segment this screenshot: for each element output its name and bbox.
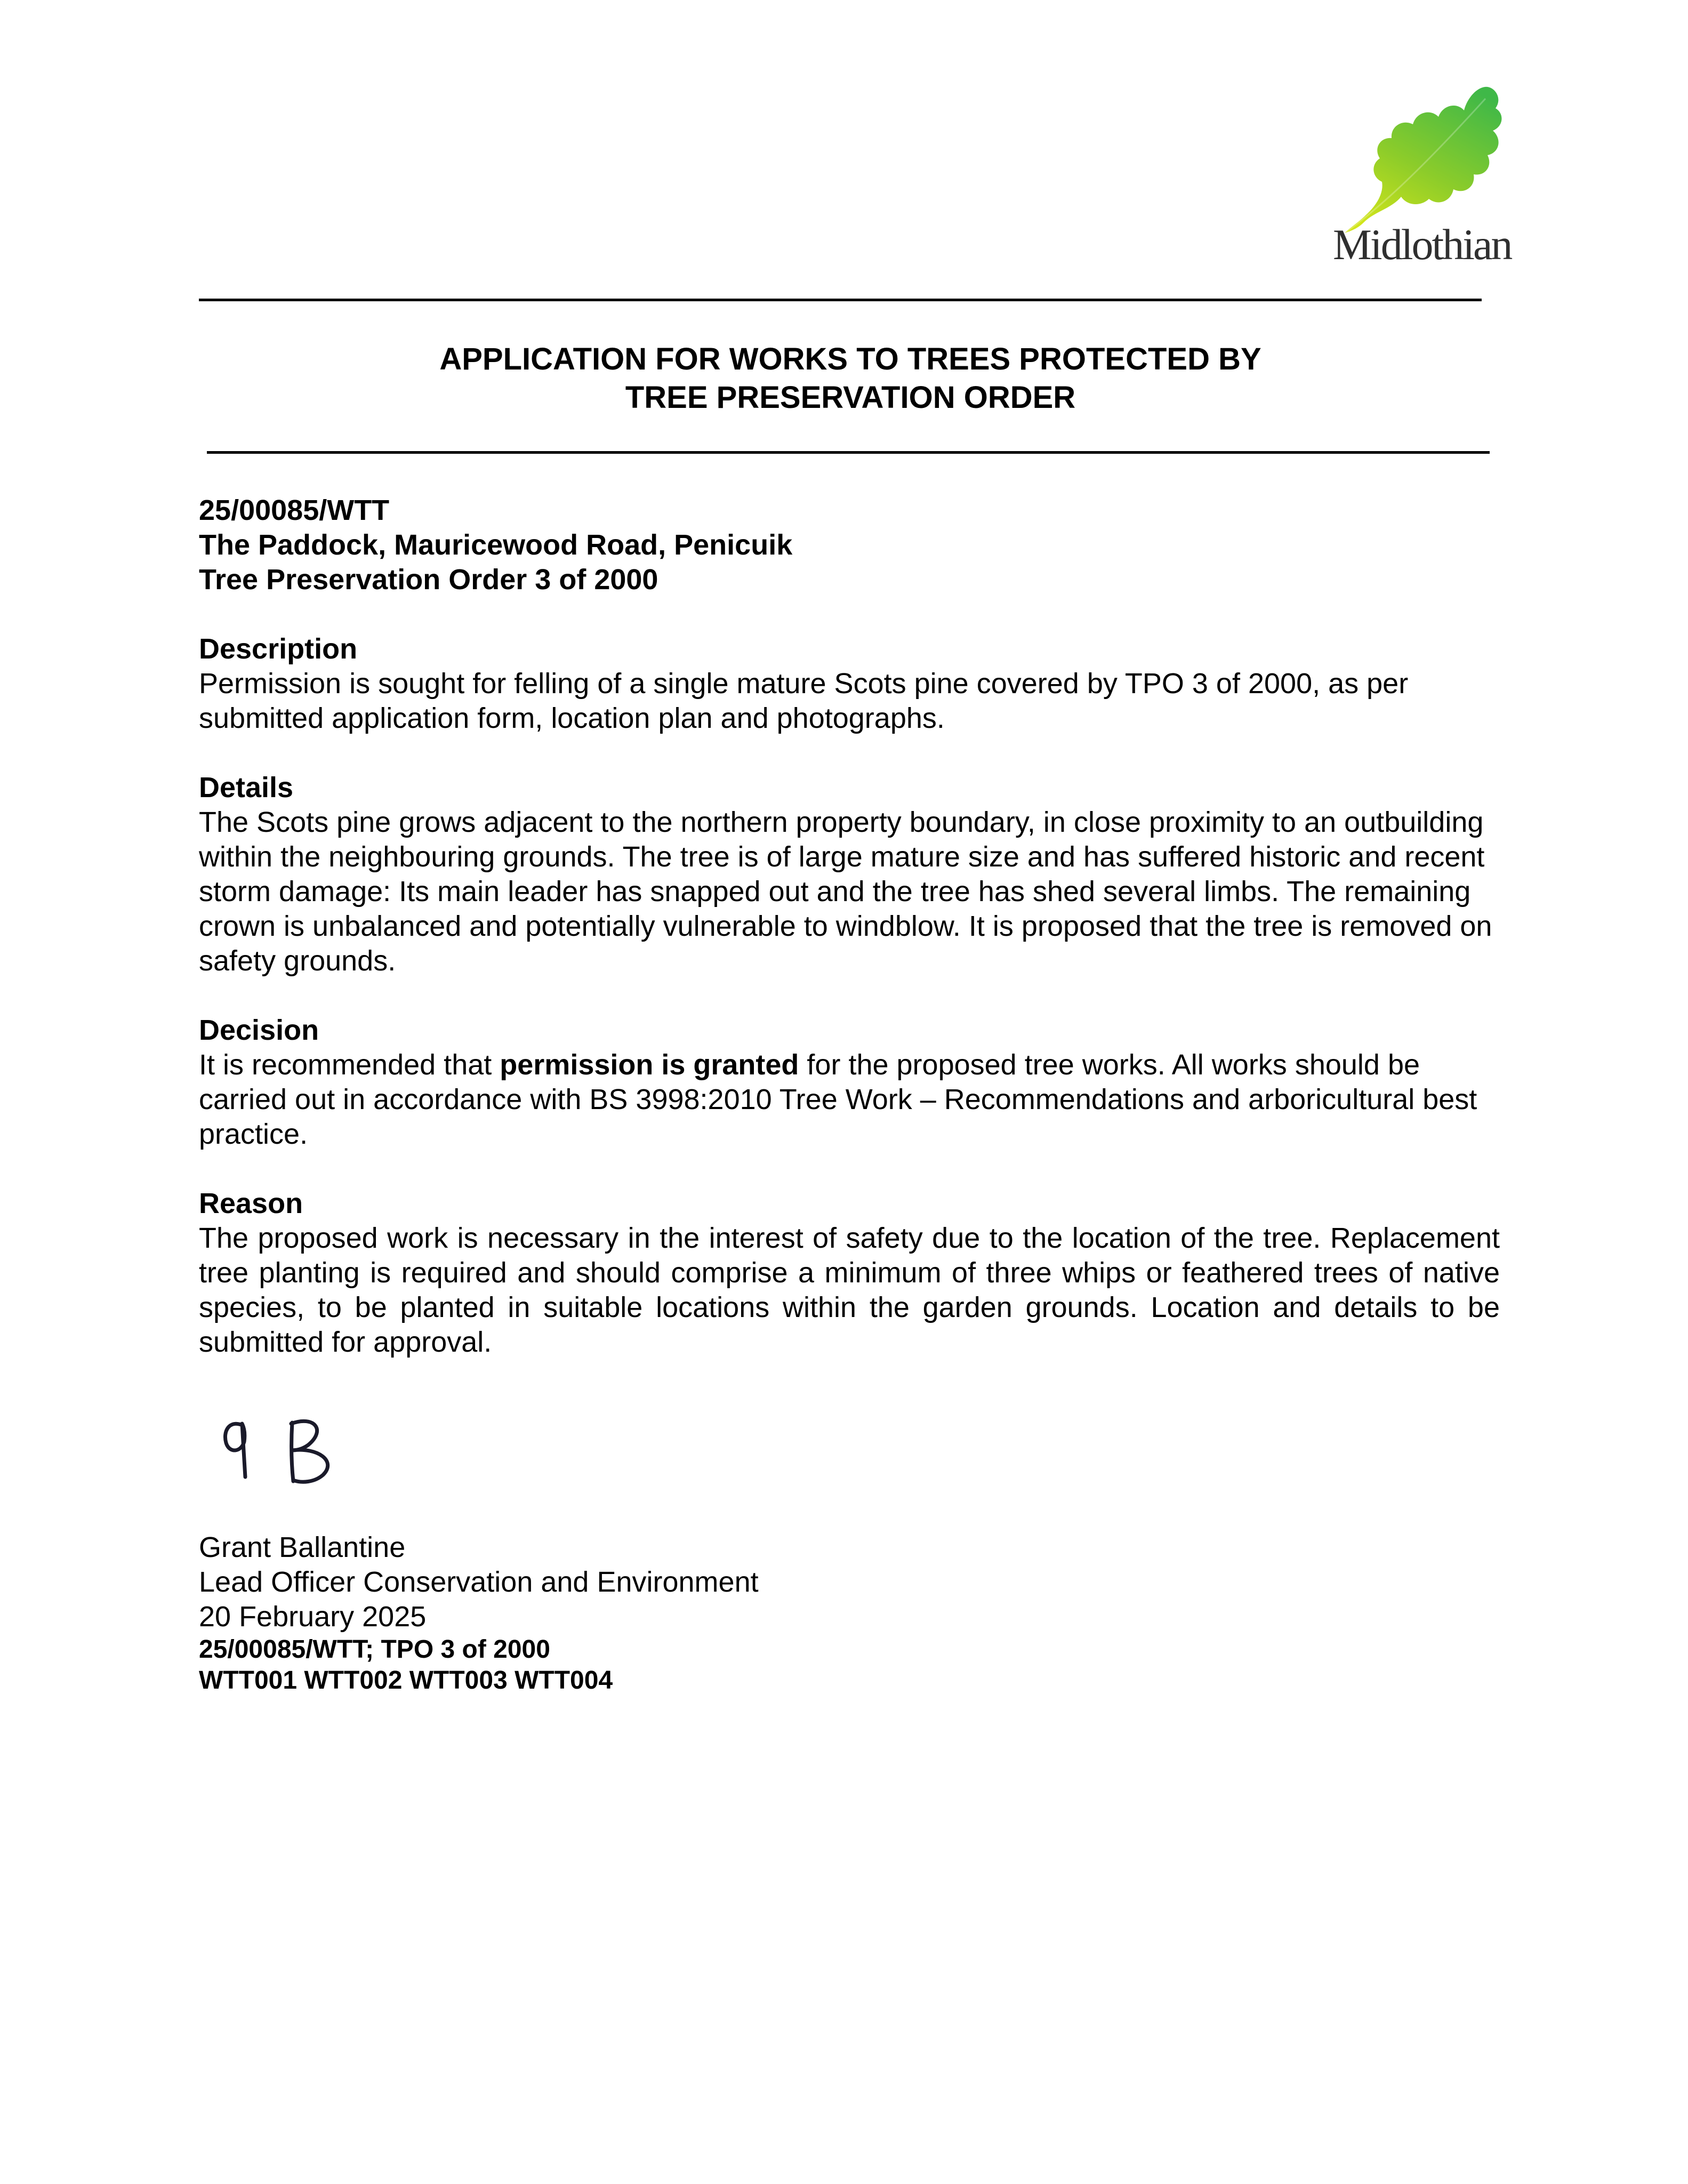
footer-reference: 25/00085/WTT; TPO 3 of 2000 — [199, 1635, 550, 1664]
reason-text: The proposed work is necessary in the interest of safety due to the location of the tree. Replacement tree planting is required and should comprise a minimum of three whips or feathered trees of native species, to be planted in suitable locations within the garden grounds. Location and details to be submitted for approval. — [199, 1222, 1500, 1358]
officer-name: Grant Ballantine — [199, 1531, 406, 1563]
decision-outcome: permission is granted — [500, 1049, 799, 1081]
title-divider — [207, 451, 1490, 454]
decision-text-start: It is recommended that — [199, 1049, 500, 1081]
document-title — [203, 340, 1498, 417]
reason-section — [199, 1186, 1500, 1360]
decision-date: 20 February 2025 — [199, 1601, 427, 1633]
details-text: The Scots pine grows adjacent to the northern property boundary, in close proximity to an outbuilding within the neighbouring grounds. The tree is of large mature size and has suffered historic and recent storm damage: Its main leader has snapped out and the tree has shed several limbs. The remaining crown is unbalanced and potentially vulnerable to windblow. It is proposed that the tree is removed on safety grounds. — [199, 806, 1492, 977]
description-heading: Description — [199, 633, 358, 665]
signoff-block — [199, 1530, 759, 1696]
document-codes: WTT001 WTT002 WTT003 WTT004 — [199, 1666, 613, 1695]
order-reference: Tree Preservation Order 3 of 2000 — [199, 564, 658, 596]
reason-heading: Reason — [199, 1187, 303, 1219]
decision-heading: Decision — [199, 1014, 319, 1046]
reference-block — [199, 493, 1500, 597]
description-section — [199, 632, 1500, 736]
title-line-2: TREE PRESERVATION ORDER — [625, 380, 1076, 415]
logo-wordmark: Midlothian — [1333, 220, 1512, 269]
site-address: The Paddock, Mauricewood Road, Penicuik — [199, 529, 793, 561]
handwritten-signature — [213, 1408, 352, 1498]
decision-text-end: for the proposed tree works. All works should be carried out in accordance with BS 3998:2010 Tree Work – Recommendations and arboricultural best practice. — [199, 1049, 1477, 1150]
details-heading: Details — [199, 772, 294, 804]
description-text: Permission is sought for felling of a single mature Scots pine covered by TPO 3 of 2000, as per submitted application form, location plan and photographs. — [199, 668, 1409, 734]
case-number: 25/00085/WTT — [199, 494, 390, 526]
document-body — [199, 493, 1500, 1360]
decision-section — [199, 1013, 1500, 1152]
title-line-1: APPLICATION FOR WORKS TO TREES PROTECTED BY — [439, 342, 1261, 376]
top-divider — [199, 299, 1482, 301]
decision-text — [199, 1048, 1500, 1152]
details-section — [199, 770, 1500, 978]
officer-role: Lead Officer Conservation and Environment — [199, 1566, 759, 1598]
